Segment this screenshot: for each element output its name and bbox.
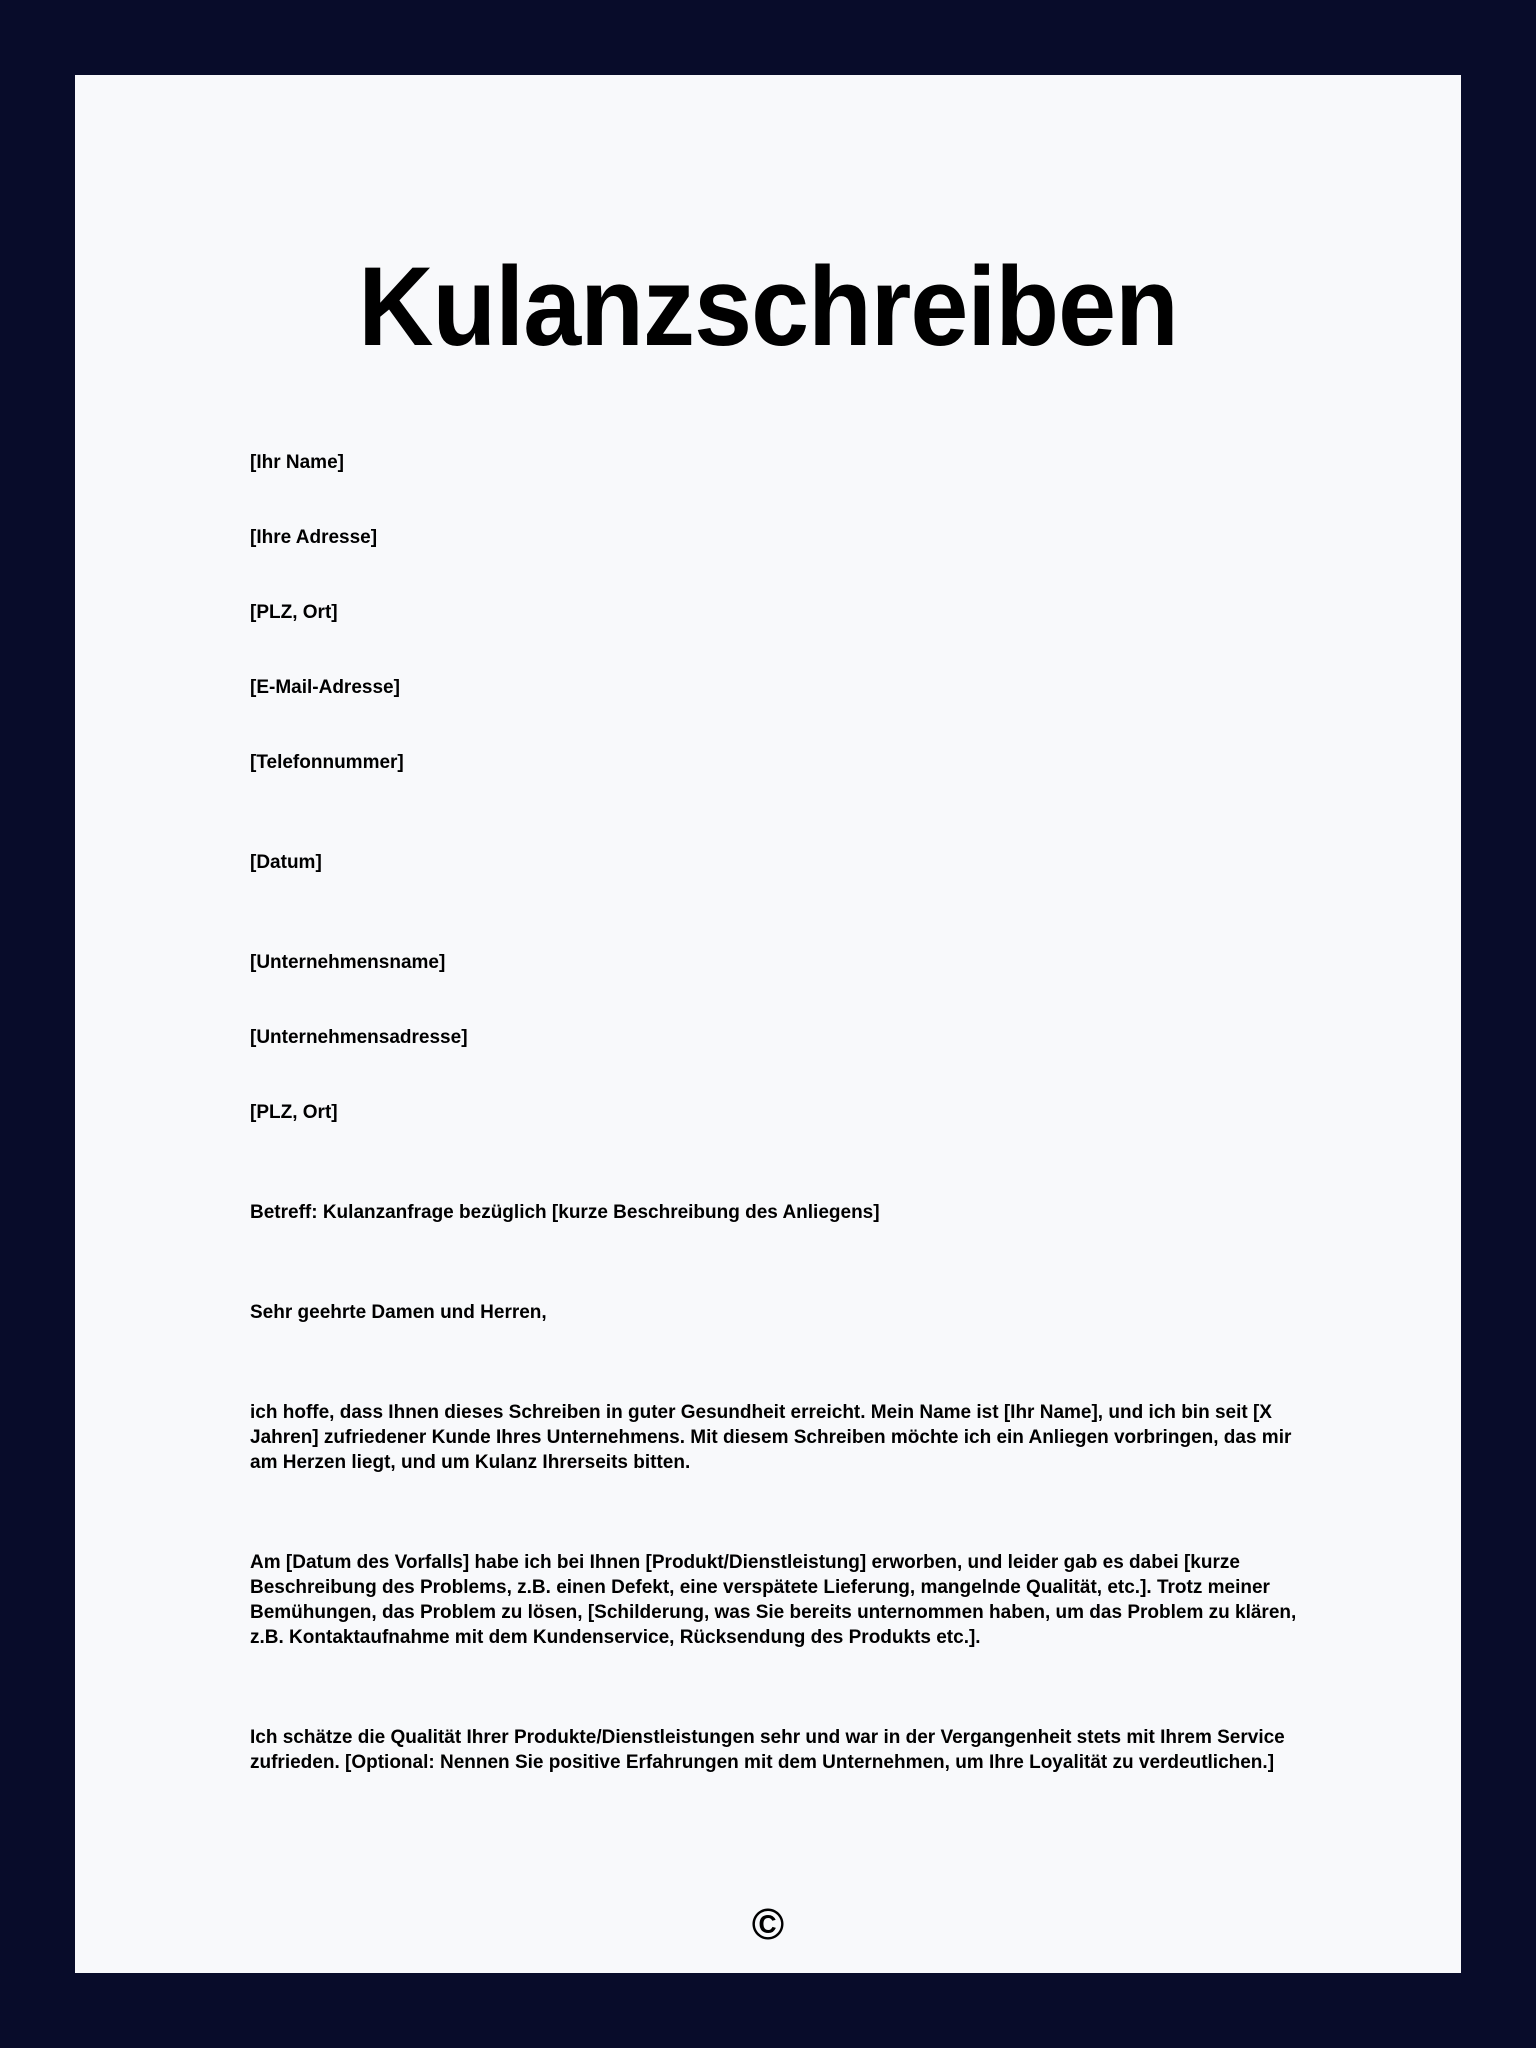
recipient-zip-city: [PLZ, Ort] xyxy=(250,1102,338,1123)
letter-date: [Datum] xyxy=(250,852,322,873)
recipient-company-address: [Unternehmensadresse] xyxy=(250,1027,468,1048)
recipient-company-name: [Unternehmensname] xyxy=(250,952,446,973)
sender-email: [E-Mail-Adresse] xyxy=(250,677,400,698)
letter-page xyxy=(75,75,1461,1973)
sender-phone: [Telefonnummer] xyxy=(250,752,404,773)
sender-name: [Ihr Name] xyxy=(250,452,344,473)
sender-zip-city: [PLZ, Ort] xyxy=(250,602,338,623)
letter-salutation: Sehr geehrte Damen und Herren, xyxy=(250,1302,547,1323)
document-title: Kulanzschreiben xyxy=(358,244,1178,369)
body-paragraph-intro: ich hoffe, dass Ihnen dieses Schreiben in guter Gesundheit erreicht. Mein Name ist [Ihr Name], und ich bin seit [X Jahren] zufriedener Kunde Ihres Unternehmens. Mit diesem Schreiben möchte ich ein Anliegen vorbringen, das mir am Herzen liegt, und um Kulanz Ihrerseits bitten. xyxy=(250,1402,1292,1473)
copyright-icon: © xyxy=(751,1900,785,1949)
body-paragraph-problem: Am [Datum des Vorfalls] habe ich bei Ihnen [Produkt/Dienstleistung] erworben, und leider gab es dabei [kurze Beschreibung des Problems, z.B. einen Defekt, eine verspätete Lieferung, mangelnde Qualität, etc.]. Trotz meiner Bemühungen, das Problem zu lösen, [Schilderung, was Sie bereits unternommen haben, um das Problem zu klären, z.B. Kontaktaufnahme mit dem Kundenservice, Rücksendung des Produkts etc.]. xyxy=(250,1552,1297,1648)
body-paragraph-loyalty: Ich schätze die Qualität Ihrer Produkte/Dienstleistungen sehr und war in der Vergangenheit stets mit Ihrem Service zufrieden. [Optional: Nennen Sie positive Erfahrungen mit dem Unternehmen, um Ihre Loyalität zu verdeutlichen.] xyxy=(250,1727,1285,1773)
sender-address: [Ihre Adresse] xyxy=(250,527,378,548)
letter-subject: Betreff: Kulanzanfrage bezüglich [kurze Beschreibung des Anliegens] xyxy=(250,1202,880,1223)
